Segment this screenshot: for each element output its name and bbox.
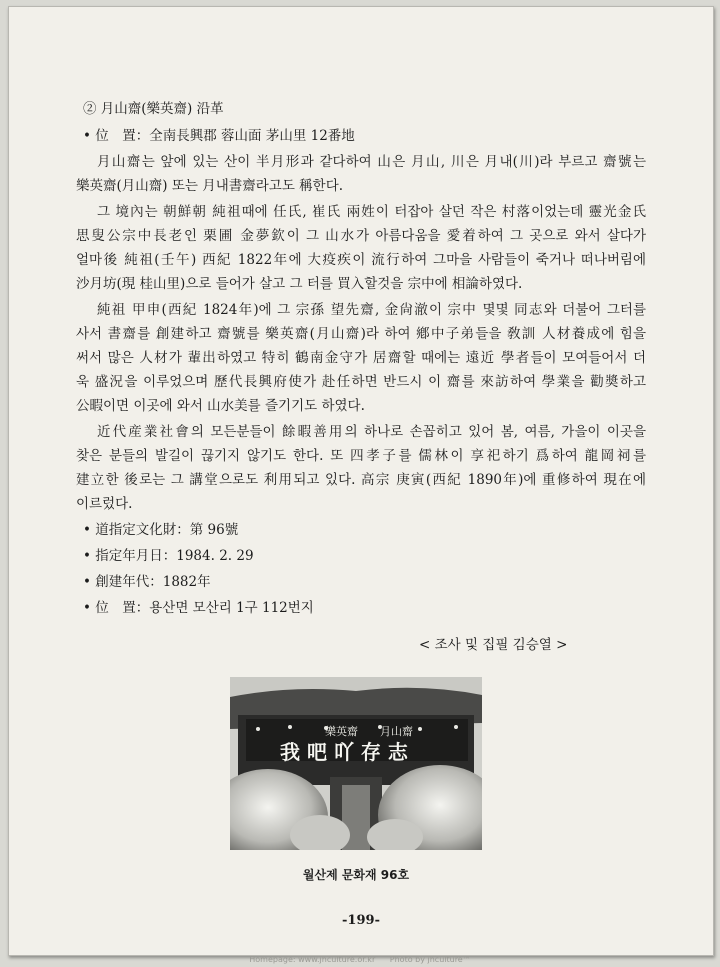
paragraph-2-line-3: 얼마後 純祖(壬午) 西紀 1822年에 大疫疾이 流行하여 그마을 사람들이 죽거나 떠나버림에 (76, 252, 646, 268)
paragraph-4-line-1: 近代産業社會의 모든분들이 餘暇善用의 하나로 손꼽히고 있어 봄, 여름, 가을이 이곳을 (97, 424, 646, 440)
signboard-big-chars: 我 吧 吖 存 志 (280, 740, 408, 764)
fact-address: • 位 置：용산면 모산리 1구 112번지 (83, 600, 314, 616)
paragraph-4-line-4: 이르렀다. (76, 496, 133, 512)
paragraph-2-line-1: 그 境內는 朝鮮朝 純祖때에 任氏, 崔氏 兩姓이 터잡아 살던 작은 村落이었는데 靈光金氏 (97, 204, 646, 220)
author-credit: < 조사 및 집필 김승열 > (419, 637, 568, 653)
paragraph-2-line-4: 沙月坊(現 桂山里)으로 들어가 살고 그 터를 買入할것을 宗中에 相論하였다. (76, 276, 523, 292)
photo-credit-text: Photo by jhculture™ (389, 955, 471, 964)
homepage-text: Homepage: www.jhculture.or.kr (249, 955, 376, 964)
paragraph-3-line-5: 公暇이면 이곳에 와서 山水美를 즐기기도 하였다. (76, 398, 365, 414)
paragraph-4-line-2: 찾은 분들의 발길이 끊기지 않기도 한다. 또 四孝子를 儒林이 享祀하기 爲하여 龍岡祠를 (76, 448, 646, 464)
article-body (76, 100, 646, 660)
signboard-left-text: 樂英齋 (325, 725, 358, 738)
fact-founded: • 創建年代：1882年 (83, 574, 211, 590)
photo-caption: 월산제 문화재 96호 (302, 868, 410, 882)
shrine-photo (230, 677, 482, 850)
section-heading: ② 月山齋(樂英齋) 沿革 (83, 101, 224, 117)
fact-designation: • 道指定文化財：第 96號 (83, 522, 239, 538)
paragraph-3-line-1: 純祖 甲申(西紀 1824年)에 그 宗孫 望先齋, 金尙澈이 宗中 몇몇 同志와 더불어 그터를 (97, 302, 646, 318)
paragraph-3-line-2: 사서 書齋를 創建하고 齋號를 樂英齋(月山齋)라 하여 鄕中子弟들을 敎訓 人材養成에 힘을 (76, 326, 646, 342)
page-number: -199- (342, 913, 380, 928)
paragraph-3-line-3: 써서 많은 人材가 輩出하였고 特히 鶴南金守가 居齋할 때에는 遠近 學者들이 모여들어서 더 (76, 350, 646, 366)
location-line: • 位 置：全南長興郡 蓉山面 茅山里 12番地 (83, 128, 355, 144)
paragraph-1-line-2: 樂英齋(月山齋) 또는 月내書齋라고도 稱한다. (76, 178, 344, 194)
paragraph-2-line-2: 思叟公宗中長老인 栗圃 金夢欽이 그 山水가 아름다움을 愛着하여 그 곳으로 와서 살다가 (76, 228, 646, 244)
paragraph-1-line-1: 月山齋는 앞에 있는 산이 半月形과 같다하여 山은 月山, 川은 月내(川)라 부르고 齋號는 (97, 154, 646, 170)
paragraph-4-line-3: 建立한 後로는 그 講堂으로도 利用되고 있다. 高宗 庚寅(西紀 1890年)에 重修하여 現在에 (76, 472, 646, 488)
shrine-photo-graphic (230, 677, 482, 850)
watermark-footer (0, 955, 720, 964)
document-page (8, 6, 714, 956)
signboard-right-text: 月山齋 (380, 725, 413, 738)
paragraph-3-line-4: 욱 盛況을 이루었으며 歷代長興府使가 赴任하면 반드시 이 齋를 來訪하여 學業을 勸奬하고 (76, 374, 646, 390)
fact-date: • 指定年月日：1984. 2. 29 (83, 548, 254, 564)
